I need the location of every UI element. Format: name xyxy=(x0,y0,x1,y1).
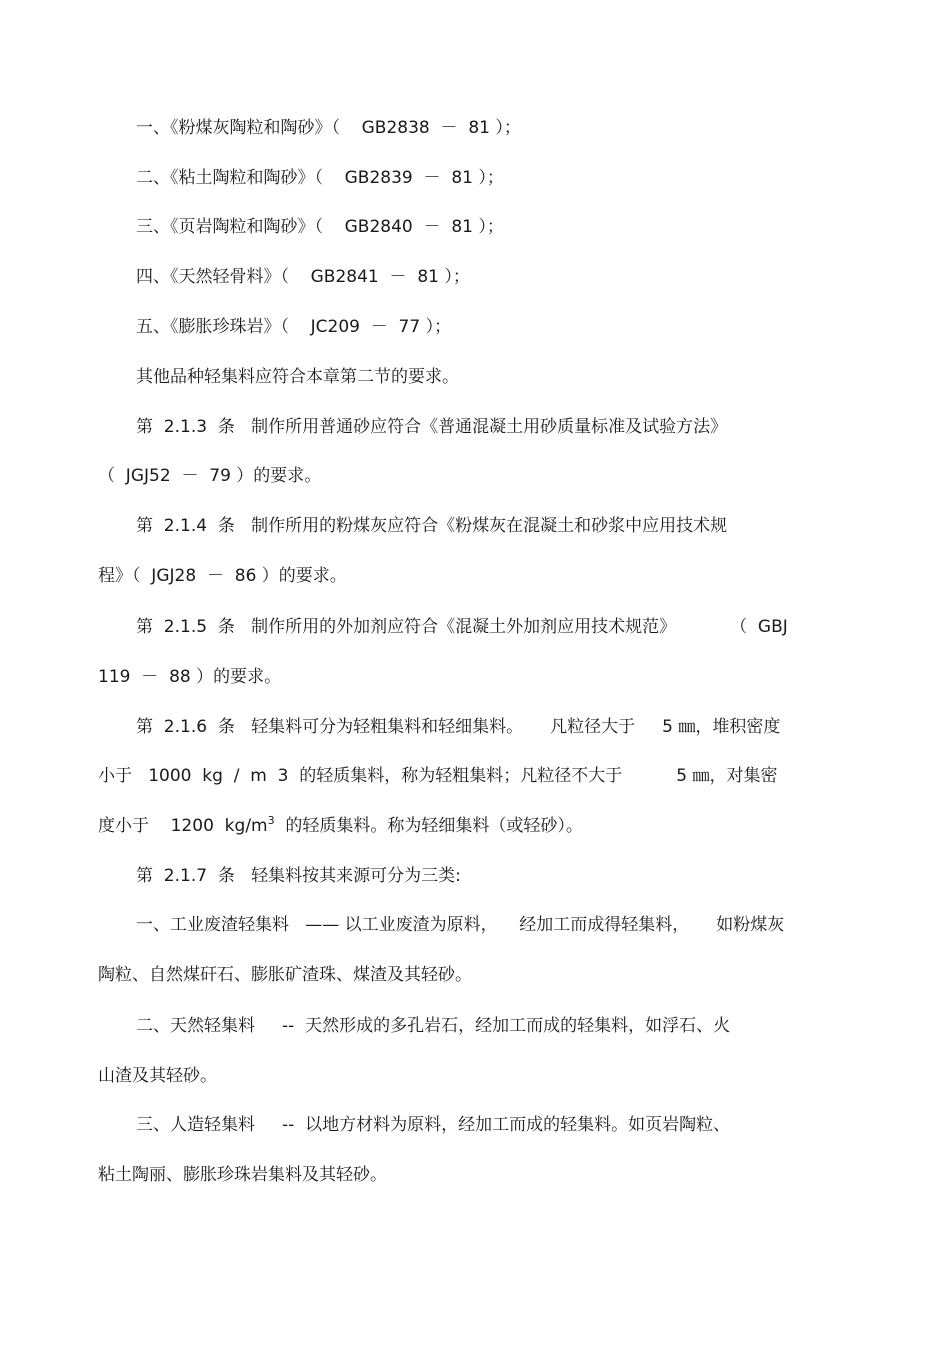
superscript-exponent: 3 xyxy=(267,814,275,827)
article-2-1-4-line: 第 2.1.4 条 制作所用的粉煤灰应符合《粉煤灰在混凝土和砂浆中应用技术规 xyxy=(136,516,728,536)
article-2-1-4-line: 程》（ JGJ28 － 86 ）的要求。 xyxy=(98,566,347,586)
article-2-1-6-line xyxy=(98,814,583,838)
article-2-1-6-line: 第 2.1.6 条 轻集料可分为轻粗集料和轻细集料。 凡粒径大于 5 ㎜，堆积密度 xyxy=(136,717,781,737)
classification-item: 一、工业废渣轻集料 —— 以工业废渣为原料， 经加工而成得轻集料， 如粉煤灰 xyxy=(136,915,785,935)
article-2-1-6-line: 小于 1000 kg / m 3 的轻质集料，称为轻粗集料；凡粒径不大于 5 ㎜，对集密 xyxy=(98,766,778,786)
list-item: 二、《粘土陶粒和陶砂》（ GB2839 － 81 ）； xyxy=(136,168,504,188)
classification-item: 粘土陶丽、膨胀珍珠岩集料及其轻砂。 xyxy=(98,1165,387,1185)
light-fine-aggregate-text: 的轻质集料。称为轻细集料（或轻砂）。 xyxy=(274,816,583,836)
list-item: 四、《天然轻骨料》（ GB2841 － 81 ）； xyxy=(136,267,470,287)
density-text: 度小于 1200 kg/m xyxy=(98,816,268,836)
other-varieties-text: 其他品种轻集料应符合本章第二节的要求。 xyxy=(136,367,459,387)
article-2-1-3-line: 第 2.1.3 条 制作所用普通砂应符合《普通混凝土用砂质量标准及试验方法》 xyxy=(136,417,728,437)
article-2-1-3-line: （ JGJ52 － 79 ）的要求。 xyxy=(98,466,322,486)
article-2-1-7-line: 第 2.1.7 条 轻集料按其来源可分为三类: xyxy=(136,866,461,886)
article-2-1-5-line: 第 2.1.5 条 制作所用的外加剂应符合《混凝土外加剂应用技术规范》 （ GBJ xyxy=(136,617,788,637)
classification-item: 三、人造轻集料 -- 以地方材料为原料，经加工而成的轻集料。如页岩陶粒、 xyxy=(136,1115,731,1135)
list-item: 五、《膨胀珍珠岩》（ JC209 － 77 ）； xyxy=(136,317,452,337)
classification-item: 山渣及其轻砂。 xyxy=(98,1066,217,1086)
list-item: 三、《页岩陶粒和陶砂》（ GB2840 － 81 ）； xyxy=(136,217,504,237)
classification-item: 二、天然轻集料 -- 天然形成的多孔岩石，经加工而成的轻集料，如浮石、火 xyxy=(136,1016,731,1036)
classification-item: 陶粒、自然煤矸石、膨胀矿渣珠、煤渣及其轻砂。 xyxy=(98,965,472,985)
list-item: 一、《粉煤灰陶粒和陶砂》（ GB2838 － 81 ）； xyxy=(136,118,521,138)
article-2-1-5-line: 119 － 88 ）的要求。 xyxy=(98,667,282,687)
